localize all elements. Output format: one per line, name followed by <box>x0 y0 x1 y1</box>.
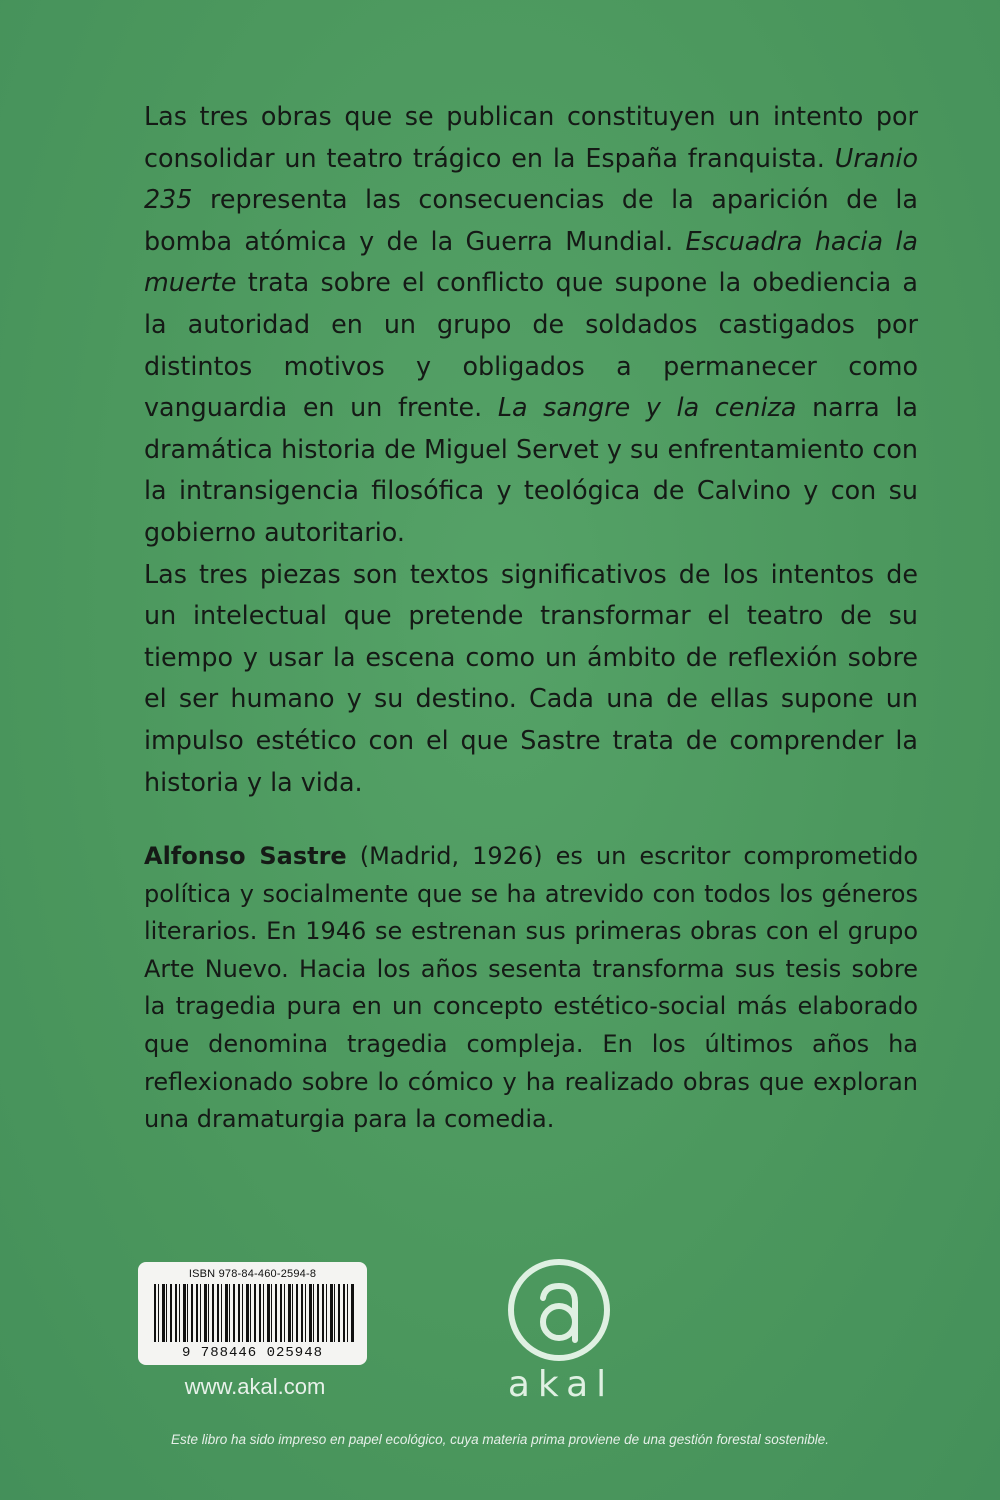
synopsis-paragraph-1 <box>144 96 918 554</box>
akal-wordmark: akal <box>507 1364 615 1403</box>
author-bio <box>144 838 918 1139</box>
eco-paper-note: Este libro ha sido impreso en papel ecológico, cuya materia prima proviene de una gestión forestal sostenible. <box>170 1432 830 1447</box>
author-bio-text: (Madrid, 1926) es un escritor comprometido política y socialmente que se ha atrevido con todos los géneros literarios. En 1946 se estrenan sus primeras obras con el grupo Arte Nuevo. Hacia los años sesenta transforma sus tesis sobre la tragedia pura en un concepto estético-social más elaborado que denomina tragedia compleja. En los últimos años ha reflexionado sobre lo cómico y ha realizado obras que exploran una dramaturgia para la comedia. <box>144 842 919 1134</box>
title-escuadra: Escuadra hacia la muerte <box>144 225 918 298</box>
barcode-bars <box>154 1284 354 1342</box>
author-bio-paragraph <box>144 838 918 1139</box>
synopsis-paragraph-2: Las tres piezas son textos significativos de los intentos de un intelectual que pretende transformar el teatro de su tiempo y usar la escena como un ámbito de reflexión sobre el ser humano y su destino. Cada una de ellas supone un impulso estético con el que Sastre trata de comprender la historia y la vida. <box>144 558 918 797</box>
title-sangre: La sangre y la ceniza <box>497 392 797 423</box>
barcode-digits: 9 788446 025948 <box>181 1345 324 1361</box>
isbn-label: ISBN 978-84-460-2594-8 <box>188 1268 317 1280</box>
synopsis <box>144 96 918 803</box>
synopsis-text: narra la dramática historia de Miguel Servet y su enfrentamiento con la intransigencia filosófica y teológica de Calvino y con su gobierno autoritario. <box>144 392 918 547</box>
akal-a-circle-icon <box>511 1262 607 1358</box>
title-uranio: Uranio 235 <box>144 142 918 215</box>
isbn-barcode <box>138 1262 367 1365</box>
author-name: Alfonso Sastre <box>144 842 347 870</box>
publisher-website: www.akal.com <box>184 1374 326 1399</box>
synopsis-text: trata sobre el conflicto que supone la obediencia a la autoridad en un grupo de soldados castigados por distintos motivos y obligados a permanecer como vanguardia en un frente. <box>144 267 918 423</box>
synopsis-text: Las tres obras que se publican constituyen un intento por consolidar un teatro trágico en la España franquista. <box>144 101 918 173</box>
synopsis-text: representa las consecuencias de la aparición de la bomba atómica y de la Guerra Mundial. <box>144 184 918 256</box>
akal-logo <box>499 1258 629 1403</box>
